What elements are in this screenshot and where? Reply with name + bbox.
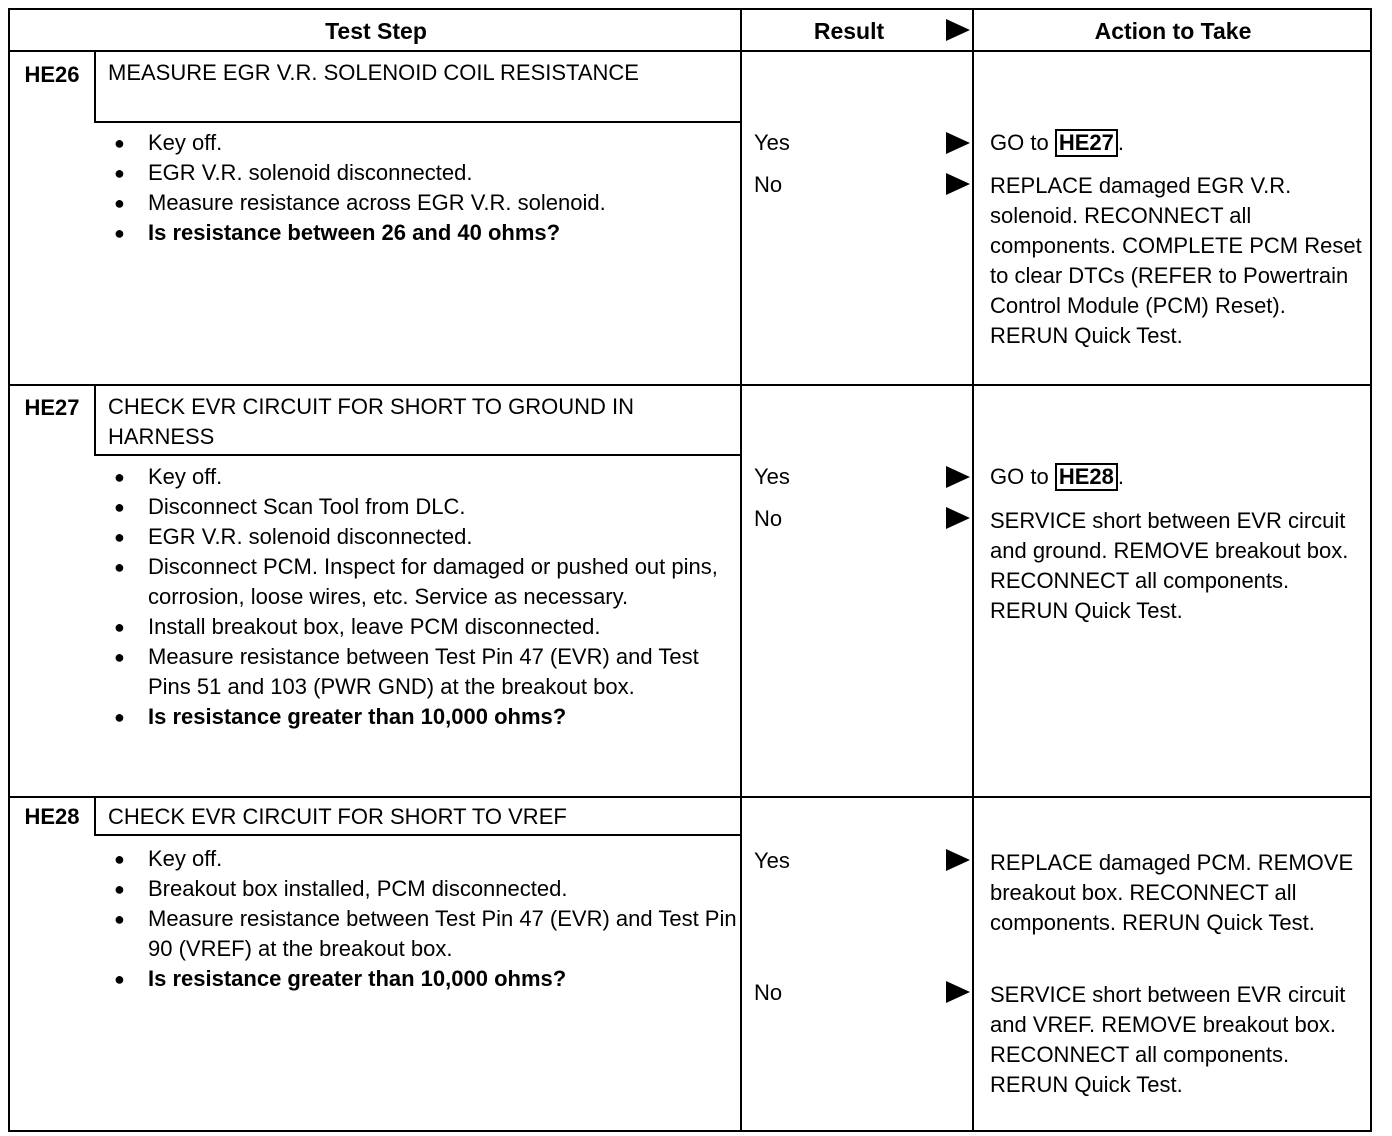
action-no-he26: REPLACE damaged EGR V.R. solenoid. RECONNECT all components. COMPLETE PCM Reset to clear DTCs (REFER to Powertrain Control Module (PCM) Reset). RERUN Quick Test.	[990, 173, 1362, 348]
list-item: ● Key off.	[106, 128, 746, 158]
list-item: ● Measure resistance between Test Pin 47 (EVR) and Test Pins 51 and 103 (PWR GND) at the breakout box.	[106, 642, 746, 702]
step-code-he27: HE27	[24, 395, 80, 420]
list-item: ● Disconnect Scan Tool from DLC.	[106, 492, 746, 522]
step-list-he28	[106, 844, 746, 994]
action-text: GO to	[990, 464, 1049, 489]
list-item: ● Key off.	[106, 844, 746, 874]
result-yes-he28: Yes	[754, 848, 790, 873]
arrow-icon	[946, 173, 970, 195]
question-item: ● Is resistance between 26 and 40 ohms?	[106, 218, 746, 248]
step-list-he27	[106, 462, 746, 732]
row-divider	[10, 384, 1372, 386]
step-title-he28: CHECK EVR CIRCUIT FOR SHORT TO VREF	[108, 804, 567, 829]
header-divider	[10, 50, 1372, 52]
he28-code-divider	[94, 797, 96, 835]
action-text: .	[1117, 464, 1124, 489]
arrow-icon	[946, 507, 970, 529]
arrow-icon	[946, 132, 970, 154]
step-reference-link[interactable]: HE27	[1055, 129, 1118, 157]
result-no-he26: No	[754, 172, 783, 197]
step-code-he26: HE26	[24, 62, 80, 87]
action-no-he27: SERVICE short between EVR circuit and ground. REMOVE breakout box. RECONNECT all components. RERUN Quick Test.	[990, 508, 1349, 623]
action-text: .	[1117, 130, 1124, 155]
step-title-he27: CHECK EVR CIRCUIT FOR SHORT TO GROUND IN HARNESS	[108, 394, 635, 449]
list-item: ● EGR V.R. solenoid disconnected.	[106, 158, 746, 188]
row-divider	[10, 796, 1372, 798]
question-item: ● Is resistance greater than 10,000 ohms?	[106, 702, 746, 732]
step-code-he28: HE28	[24, 804, 80, 829]
action-no-he28: SERVICE short between EVR circuit and VREF. REMOVE breakout box. RECONNECT all components. RERUN Quick Test.	[990, 982, 1346, 1097]
arrow-icon	[946, 981, 970, 1003]
action-yes-he27	[990, 462, 1368, 492]
header-result: Result	[813, 18, 885, 44]
list-item: ● Disconnect PCM. Inspect for damaged or pushed out pins, corrosion, loose wires, etc. Service as necessary.	[106, 552, 746, 612]
he28-title-divider	[94, 834, 740, 836]
diagnostic-table	[8, 8, 1372, 1132]
he26-code-divider	[94, 50, 96, 122]
arrow-icon	[946, 466, 970, 488]
header-test-step: Test Step	[325, 18, 427, 44]
question-item: ● Is resistance greater than 10,000 ohms?	[106, 964, 746, 994]
result-yes-he26: Yes	[754, 130, 790, 155]
header-arrow-icon	[946, 19, 970, 41]
step-reference-link[interactable]: HE28	[1055, 463, 1118, 491]
list-item: ● Measure resistance across EGR V.R. solenoid.	[106, 188, 746, 218]
he27-code-divider	[94, 385, 96, 455]
list-item: ● Breakout box installed, PCM disconnected.	[106, 874, 746, 904]
list-item: ● Key off.	[106, 462, 746, 492]
result-no-he27: No	[754, 506, 783, 531]
he26-title-divider	[94, 121, 740, 123]
header-action: Action to Take	[1094, 18, 1252, 44]
step-title-he26: MEASURE EGR V.R. SOLENOID COIL RESISTANCE	[108, 60, 639, 85]
action-text: GO to	[990, 130, 1049, 155]
he27-title-divider	[94, 454, 740, 456]
action-yes-he28: REPLACE damaged PCM. REMOVE breakout box. RECONNECT all components. RERUN Quick Test.	[990, 850, 1354, 935]
action-yes-he26	[990, 128, 1368, 158]
divider-action-col	[972, 10, 974, 1132]
list-item: ● EGR V.R. solenoid disconnected.	[106, 522, 746, 552]
result-no-he28: No	[754, 980, 783, 1005]
list-item: ● Install breakout box, leave PCM disconnected.	[106, 612, 746, 642]
result-yes-he27: Yes	[754, 464, 790, 489]
list-item: ● Measure resistance between Test Pin 47 (EVR) and Test Pin 90 (VREF) at the breakout box.	[106, 904, 746, 964]
arrow-icon	[946, 849, 970, 871]
step-list-he26	[106, 128, 746, 248]
